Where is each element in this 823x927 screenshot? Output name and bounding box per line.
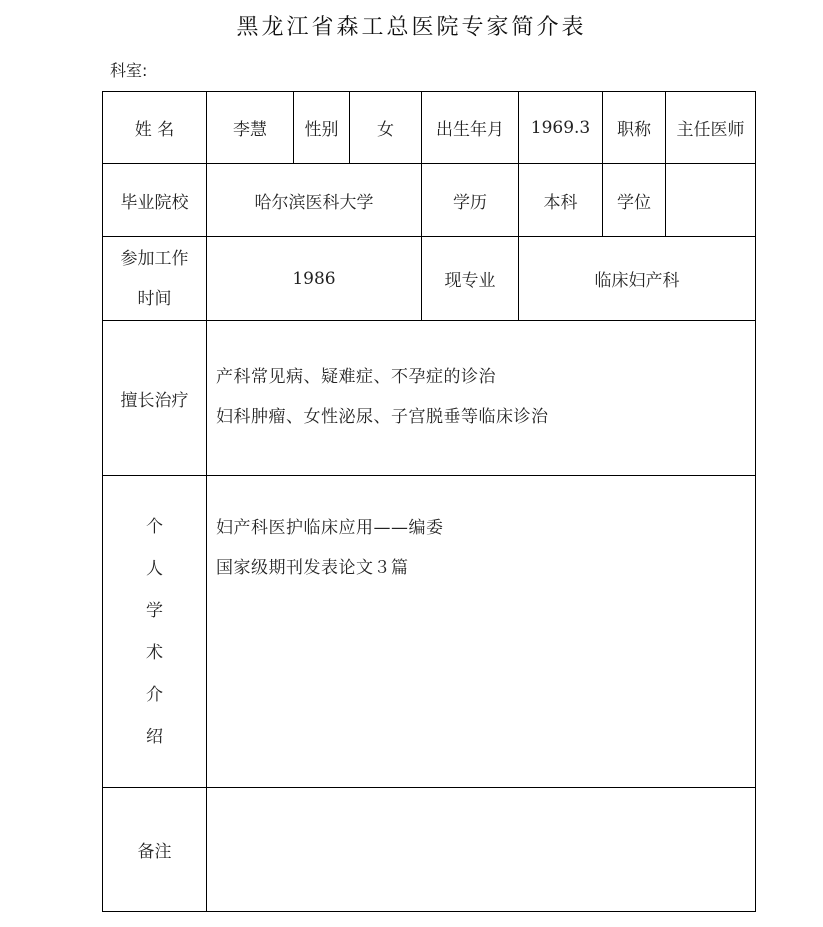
remarks-label-cell [102,788,207,912]
work-start-value-cell [207,237,422,321]
work-start-label-line2: 时间 [137,288,172,309]
academic-value-cell [207,476,756,788]
name-value-cell [207,91,294,164]
work-start-label-cell [102,237,207,321]
academic-line: 妇产科医护临床应用——编委 [216,518,444,538]
school-label: 毕业院校 [120,192,189,213]
specialty-label-cell [422,237,519,321]
academic-label-cell [102,476,207,788]
school-value: 哈尔滨医科大学 [254,192,374,213]
title-label: 职称 [617,120,651,140]
specialty-label: 现专业 [444,271,496,291]
name-value: 李慧 [233,120,267,140]
remarks-label: 备注 [137,842,172,862]
education-label-cell [422,164,519,237]
name-label-cell [102,91,207,164]
academic-label-char: 人 [146,558,163,579]
education-value-cell [519,164,603,237]
work-start-value: 1986 [292,268,336,289]
school-label-cell [102,164,207,237]
academic-label-char: 介 [146,684,163,705]
title-label-cell [603,91,666,164]
birth-label-cell [422,91,519,164]
expertise-label: 擅长治疗 [120,390,189,411]
birth-value: 1969.3 [530,117,591,138]
expertise-line: 产科常见病、疑难症、不孕症的诊治 [216,367,496,387]
expertise-line: 妇科肿瘤、女性泌尿、子宫脱垂等临床诊治 [216,407,549,427]
work-start-label-line1: 参加工作 [120,248,189,269]
title-value: 主任医师 [676,120,745,140]
birth-value-cell [519,91,603,164]
degree-value-cell [666,164,756,237]
academic-label-char: 术 [146,642,163,663]
gender-label-cell [294,91,350,164]
specialty-value: 临床妇产科 [594,271,680,291]
gender-label: 性别 [304,120,339,140]
remarks-value-cell [207,788,756,912]
specialty-value-cell [519,237,756,321]
education-label: 学历 [453,192,487,213]
page-title: 黑龙江省森工总医院专家简介表 [236,15,587,40]
expertise-label-cell [102,321,207,476]
academic-line: 国家级期刊发表论文３篇 [216,558,409,578]
department-label: 科室: [110,61,148,80]
expertise-value-cell [207,321,756,476]
academic-label-char: 个 [146,516,163,537]
education-value: 本科 [543,192,578,213]
academic-label-char: 学 [146,600,163,621]
gender-value-cell [350,91,422,164]
degree-label: 学位 [617,192,651,213]
degree-label-cell [603,164,666,237]
title-value-cell [666,91,756,164]
birth-label: 出生年月 [436,120,504,140]
academic-label-char: 绍 [146,726,163,747]
name-label: 姓 名 [134,120,175,140]
gender-value: 女 [377,120,394,140]
school-value-cell [207,164,422,237]
